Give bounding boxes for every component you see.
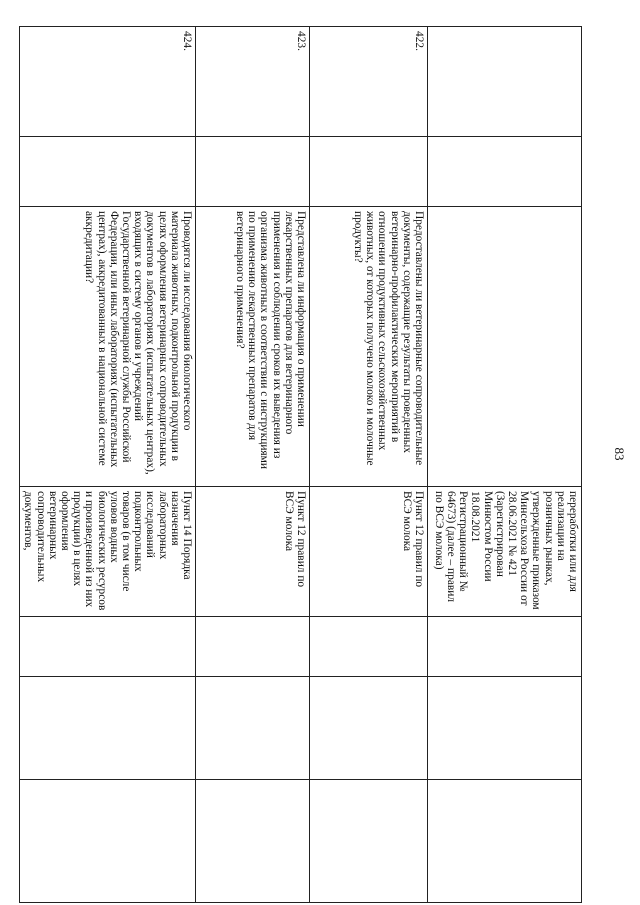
empty-cell <box>20 137 196 207</box>
row-number: 424. <box>20 27 196 137</box>
empty-cell <box>310 677 428 780</box>
empty-cell <box>310 137 428 207</box>
reference-text: Пункт 12 правил по ВСЭ молока <box>400 491 425 588</box>
reference-text: Пункт 12 правил по ВСЭ молока <box>282 491 307 588</box>
row-number: 423. <box>196 27 310 137</box>
table-row <box>196 27 310 903</box>
empty-cell <box>196 780 310 903</box>
empty-cell <box>196 137 310 207</box>
empty-cell <box>20 677 196 780</box>
empty-cell <box>310 617 428 677</box>
row-number: 422. <box>310 27 428 137</box>
reference-cell <box>310 487 428 617</box>
table-row <box>428 27 582 903</box>
empty-cell <box>428 780 582 903</box>
row-number <box>428 27 582 137</box>
table-row <box>20 27 196 903</box>
empty-cell <box>20 780 196 903</box>
question-cell: Представлена ли информация о применении лекарственных препаратов для ветеринарного применения и соблюдении сроков их выведения из организма животных в соответствии с инструкциями по применению лекарственных препаратов для ветеринарного применения? <box>196 207 310 487</box>
page-number: 83 <box>612 447 627 461</box>
table-row <box>310 27 428 903</box>
empty-cell <box>428 677 582 780</box>
reference-cell <box>20 487 196 617</box>
checklist-table <box>19 26 582 903</box>
empty-cell <box>428 137 582 207</box>
empty-cell <box>20 617 196 677</box>
empty-cell <box>196 677 310 780</box>
reference-cell <box>428 487 582 617</box>
question-cell <box>428 207 582 487</box>
rotated-table-frame <box>22 26 582 902</box>
question-cell: Проводятся ли исследования биологического материала животных, подконтрольной продукции в целях оформления ветеринарных сопроводительных документов в лабораториях (испытательных центрах), входящих в систему органов и учреждений Государственной ветеринарной службы Российской Федерации, или иных лабораториях (испытательных центрах), аккредитованных в национальной системе аккредитации? <box>20 207 196 487</box>
empty-cell <box>196 617 310 677</box>
empty-cell <box>428 617 582 677</box>
question-cell: Предоставлены ли ветеринарные сопроводительные документы, содержащие результаты проведенных ветеринарно-профилактических мероприятий в отношении продуктивных сельскохозяйственных животных, от которых получено молоко и молочные продукты? <box>310 207 428 487</box>
reference-cell <box>196 487 310 617</box>
empty-cell <box>310 780 428 903</box>
reference-text: переработки или для реализации на розничных рынках, утвержденные приказом Минсельхоза России от 28.06.2021 № 421 (Зарегистрирован Минюстом России 18.08.2021 Регистрационный № 64673) (далее – правил по ВСЭ молока) <box>432 491 579 610</box>
reference-text: Пункт 14 Порядка назначения лабораторных исследований подконтрольных товаров (в том числе уловов водных биологических ресурсов и произведенной из них продукции) в целях оформления ветеринарных сопроводительных документов, <box>22 491 193 611</box>
